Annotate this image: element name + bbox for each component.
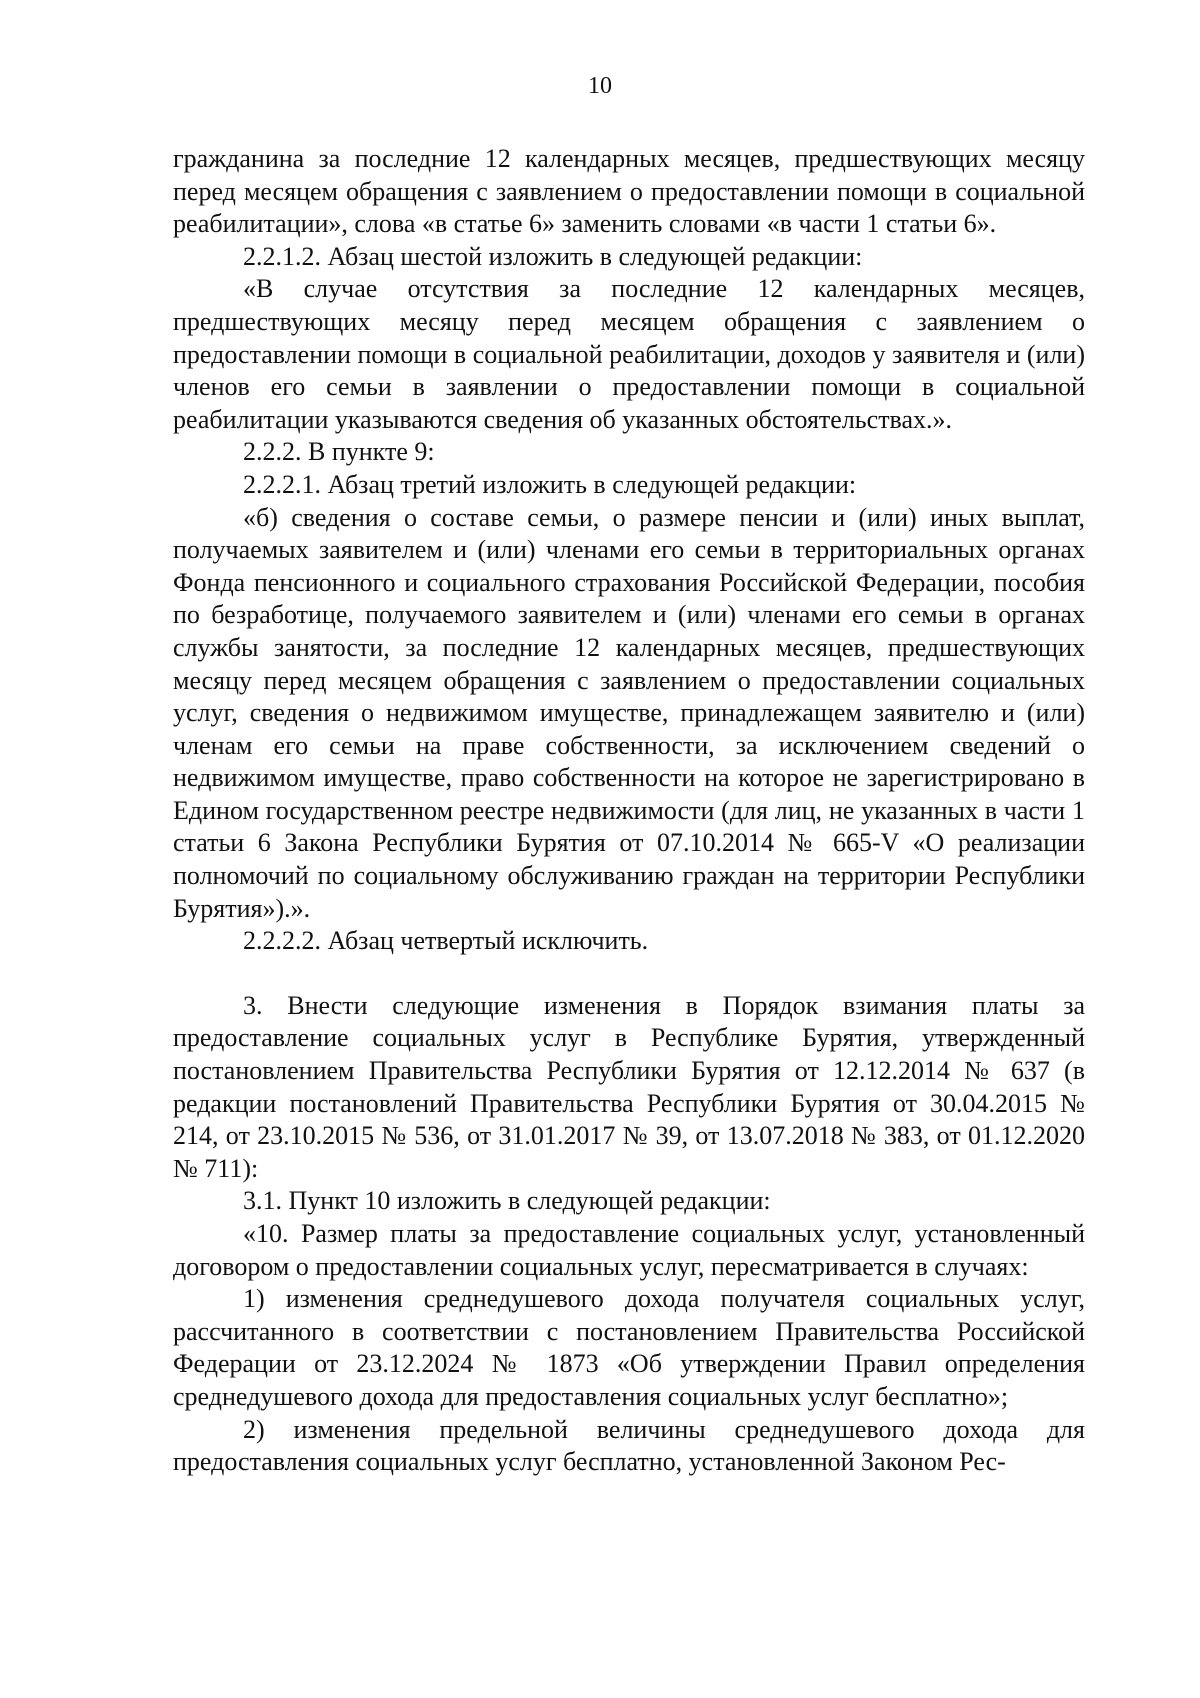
page-number: 10 — [588, 73, 612, 99]
paragraph: 2.2.2.2. Абзац четвертый исключить. — [243, 926, 649, 956]
document-body — [173, 143, 1085, 1479]
paragraph: 2.2.1.2. Абзац шестой изложить в следующей редакции: — [243, 241, 863, 271]
paragraph: 2) изменения предельной величины среднедушевого дохода для предоставления социальных услуг бесплатно, установленной Законом Рес- — [173, 1414, 1085, 1477]
paragraph: 3. Внести следующие изменения в Порядок взимания платы за предоставление социальных услуг в Республике Бурятия, утвержденный постановлением Правительства Республики Бурятия от 12.12.2014 № 637 (в редакции постановлений Правительства Республики Бурятия от 30.04.2015 № 214, от 23.10.2015 № 536, от 31.01.2017 № 39, от 13.07.2018 № 383, от 01.12.2020 № 711): — [173, 990, 1085, 1183]
paragraph: «В случае отсутствия за последние 12 календарных месяцев, предшествующих месяцу перед месяцем обращения с заявлением о предоставлении помощи в социальной реабилитации, доходов у заявителя и (или) членов его семьи в заявлении о предоставлении помощи в социальной реабилитации указываются сведения об указанных обстоятельствах.». — [173, 274, 1085, 434]
paragraph: 1) изменения среднедушевого дохода получателя социальных услуг, рассчитанного в соответствии с постановлением Правительства Российской Федерации от 23.12.2024 № 1873 «Об утверждении Правил определения среднедушевого дохода для предоставления социальных услуг бесплатно»; — [173, 1284, 1085, 1411]
paragraph: 2.2.2. В пункте 9: — [243, 437, 435, 467]
paragraph: гражданина за последние 12 календарных месяцев, предшествующих месяцу перед месяцем обращения с заявлением о предоставлении помощи в социальной реабилитации», слова «в статье 6» заменить словами «в части 1 статьи 6». — [173, 144, 1085, 239]
paragraph: 3.1. Пункт 10 изложить в следующей редакции: — [243, 1186, 771, 1216]
paragraph: 2.2.2.1. Абзац третий изложить в следующей редакции: — [243, 469, 857, 499]
paragraph: «б) сведения о составе семьи, о размере пенсии и (или) иных выплат, получаемых заявителем и (или) членами его семьи в территориальных органах Фонда пенсионного и социального страхования Российской Федерации, пособия по безработице, получаемого заявителем и (или) членами его семьи в органах службы занятости, за последние 12 календарных месяцев, предшествующих месяцу перед месяцем обращения с заявлением о предоставлении социальных услуг, сведения о недвижимом имуществе, принадлежащем заявителю и (или) членам его семьи на праве собственности, за исключением сведений о недвижимом имуществе, право собственности на которое не зарегистрировано в Едином государственном реестре недвижимости (для лиц, не указанных в части 1 статьи 6 Закона Республики Бурятия от 07.10.2014 № 665-V «О реализации полномочий по социальному обслуживанию граждан на территории Республики Бурятия»).». — [173, 502, 1085, 923]
paragraph: «10. Размер платы за предоставление социальных услуг, установленный договором о предоставлении социальных услуг, пересматривается в случаях: — [173, 1219, 1085, 1281]
